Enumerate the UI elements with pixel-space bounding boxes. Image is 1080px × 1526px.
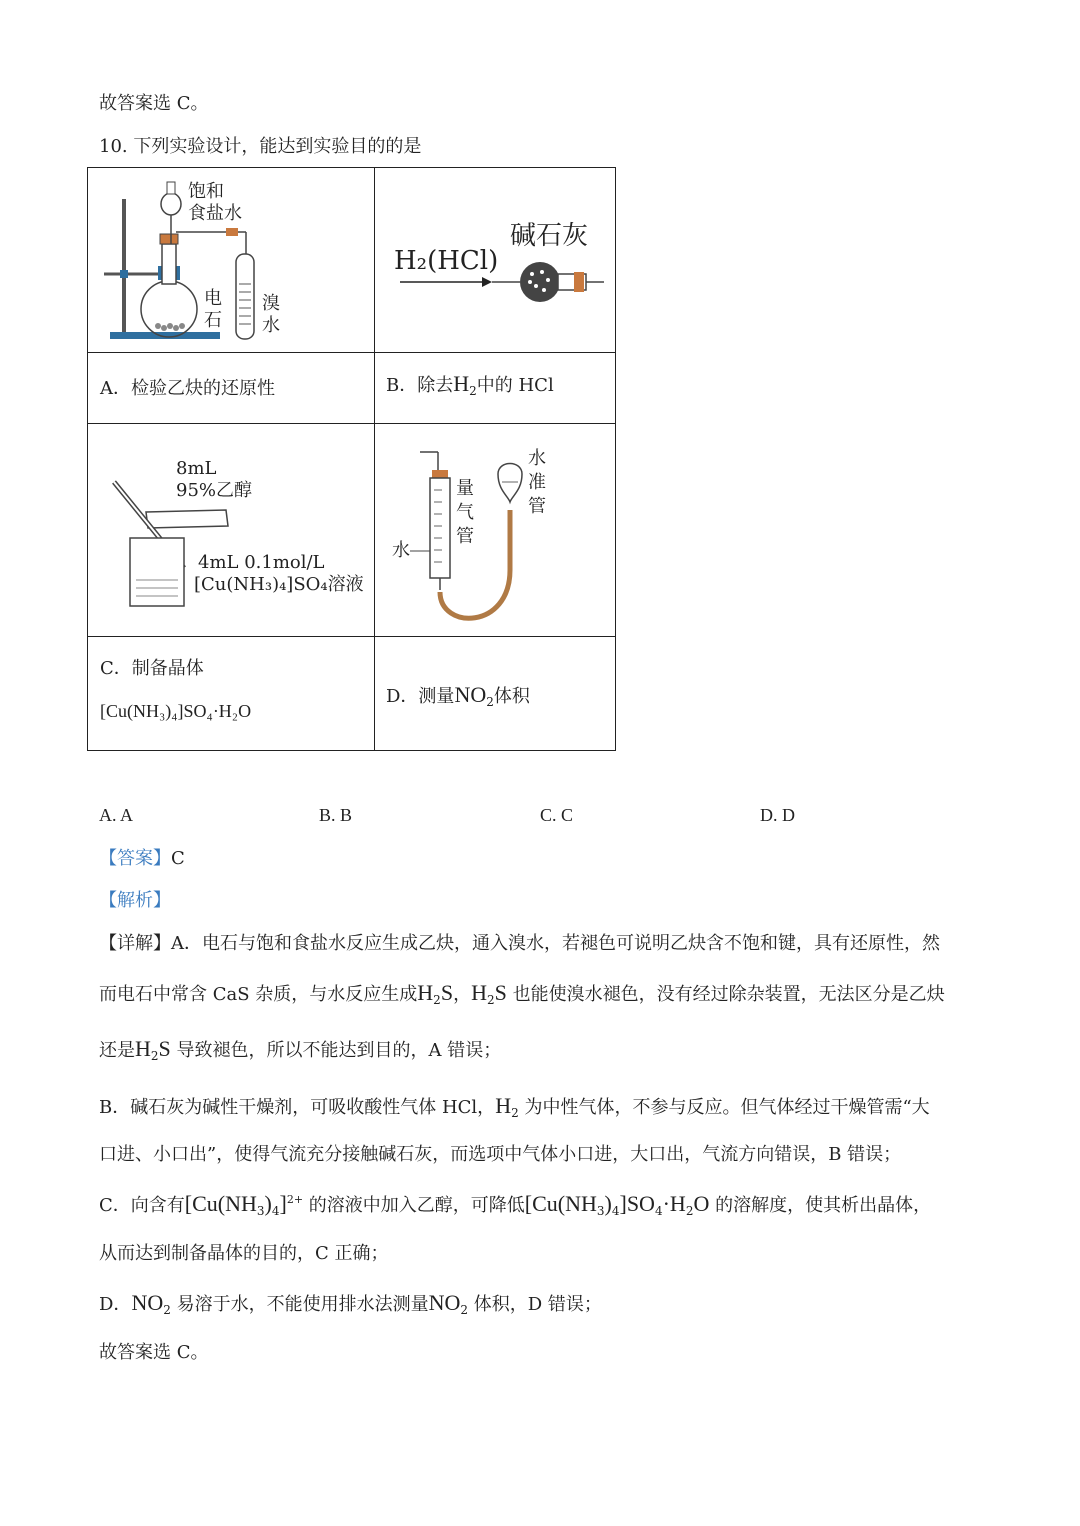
choice-c[interactable]: C. C xyxy=(540,805,574,825)
explanation-a-line3: 还是$H_2S$ 导致褪色，所以不能达到目的，A 错误； xyxy=(99,1036,502,1063)
choice-b[interactable]: B. B xyxy=(319,805,353,825)
question-table xyxy=(87,167,616,751)
funnel-label-3: 管 xyxy=(528,496,546,517)
crystal-preparation-diagram xyxy=(96,430,366,630)
answer-value: C xyxy=(171,848,185,869)
solution-name: [Cu(NH₃)₄]SO₄溶液 xyxy=(194,574,364,595)
label-stone: 石 xyxy=(204,310,222,331)
option-c-caption: C．制备晶体 xyxy=(100,658,204,679)
option-b-caption: B．除去$H_2$中的 HCl xyxy=(386,371,554,398)
acetylene-apparatus-diagram xyxy=(96,174,366,346)
option-d-caption: D．测量$NO_2$体积 xyxy=(386,682,530,709)
label-saturated: 饱和 xyxy=(188,181,224,202)
previous-conclusion: 故答案选 C。 xyxy=(99,93,209,114)
explanation-b-line1: B．碱石灰为碱性干燥剂，可吸收酸性气体 HCl，$H_2$ 为中性气体，不参与反应。但气体经过干燥管需“大 xyxy=(99,1093,930,1120)
label-brine: 食盐水 xyxy=(188,203,242,224)
choice-d[interactable]: D. D xyxy=(760,805,795,825)
label-bromine: 溴 xyxy=(262,293,280,314)
label-water: 水 xyxy=(262,315,280,336)
drying-tube-diagram xyxy=(382,174,610,346)
gas-label: H₂(HCl) xyxy=(394,246,499,276)
funnel-label-2: 准 xyxy=(528,472,546,493)
explanation-d-line: D．$NO_2$ 易溶于水，不能使用排水法测量$NO_2$ 体积，D 错误； xyxy=(99,1290,602,1317)
answer-tag: 【答案】 xyxy=(99,848,171,869)
explanation-a-line2: 而电石中常含 CaS 杂质，与水反应生成$H_2S$，$H_2S$ 也能使溴水褪色，没有经过除杂装置，无法区分是乙炔 xyxy=(99,980,945,1007)
solution-volume: 4mL 0.1mol/L xyxy=(198,552,325,573)
answer-line xyxy=(99,847,185,871)
tube-label-1: 量 xyxy=(456,478,474,499)
tube-label-3: 管 xyxy=(456,526,474,547)
ethanol-volume: 8mL xyxy=(176,458,217,479)
explanation-b-line2: 口进、小口出”，使得气流充分接触碱石灰，而选项中气体小口进，大口出，气流方向错误，B 错误； xyxy=(99,1144,902,1165)
choice-a[interactable]: A. A xyxy=(99,805,134,825)
ethanol-concentration: 95%乙醇 xyxy=(176,480,253,501)
gas-measuring-diagram xyxy=(382,430,610,630)
funnel-label-1: 水 xyxy=(528,448,546,469)
tube-label-2: 气 xyxy=(456,502,474,523)
option-a-caption: A．检验乙炔的还原性 xyxy=(100,378,275,399)
explanation-c-line1: C．向含有$[Cu(NH_3)_4]^{2+}$ 的溶液中加入乙醇，可降低$[Cu(NH_3)_4]SO_4\cdot H_2O$ 的溶解度，使其析出晶体， xyxy=(99,1191,932,1218)
analysis-tag: 【解析】 xyxy=(99,890,171,911)
label-electric: 电 xyxy=(204,288,222,309)
option-c-formula: [Cu(NH₃)₄]SO₄·H₂O xyxy=(100,701,252,721)
explanation-c-line2: 从而达到制备晶体的目的，C 正确； xyxy=(99,1243,389,1264)
explanation-a-line1: 【详解】A．电石与饱和食盐水反应生成乙炔，通入溴水，若褪色可说明乙炔含不饱和键，具有还原性，然 xyxy=(99,933,940,954)
tube-label: 碱石灰 xyxy=(510,221,589,251)
question-stem: 10. 下列实验设计，能达到实验目的的是 xyxy=(99,136,422,157)
water-label: 水 xyxy=(392,540,410,561)
final-conclusion: 故答案选 C。 xyxy=(99,1342,209,1363)
